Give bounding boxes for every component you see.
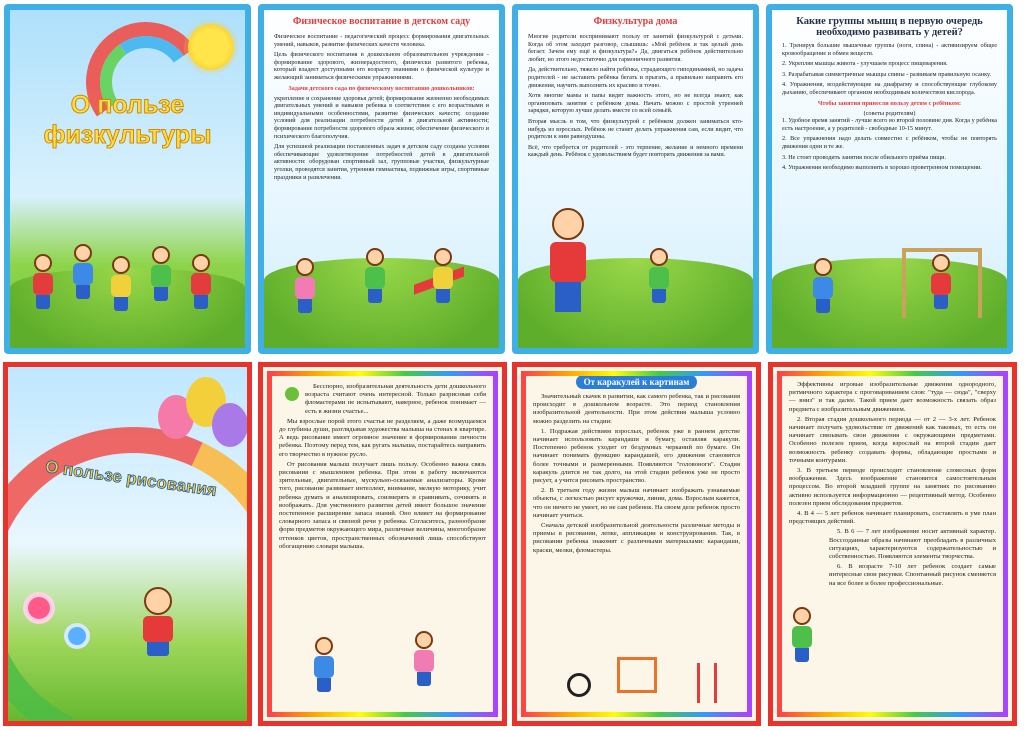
- paragraph: Вторая мысль в том, что физкультурой с ребёнком должен заниматься кто-нибудь из взрослых. Ребёнок не станет делать упражнения сам, если видит, что родители к ним равнодушны.: [528, 117, 743, 141]
- paragraph: Всё, что требуется от родителей - это терпение, желание и немного времени каждый день. Ребёнок с удовольствием будет повторять движения за вами.: [528, 143, 743, 159]
- brochure-panel-drawing-benefits: [258, 362, 507, 726]
- paragraph: Физическое воспитание - педагогический процесс формирования двигательных умений, навыков, развитие физических качеств человека.: [274, 33, 489, 48]
- children-painting-illustration: [263, 631, 502, 711]
- brochure-cover-drawing: [3, 362, 252, 726]
- balloons-illustration: [158, 377, 248, 477]
- paragraph: 2. В третьем году жизни малыш начинает изображать узнаваемые объекты, с легкостью рисует кружочки, линии, дома. Взрослым кажется, что он ничего не умеет, но не сам ребенок. На своем деле ребенок просто начинает учиться.: [533, 487, 740, 519]
- children-exercising-illustration: [10, 244, 245, 314]
- paragraph: Хотя многие мамы и папы видят важность этого, но не всегда знают, как организовать занятия с ребёнком дома. Начать можно с простой утренней зарядки, которую лучше делать вместе со всей семьёй.: [528, 92, 743, 115]
- paragraph: Мы взрослые порой этого счастья не разделяем, а даже возмущаемся до глубины души, разглядывая художества малыша на стенах в квартире. А ведь рисование имеет огромное значение в формировании личности ребенка. Поэтому перед тем, как ругать малыша, постарайтесь направить его творчество в нужное русло.: [279, 417, 486, 458]
- children-gym-illustration: [772, 248, 1007, 328]
- panel-heading: Физкультура дома: [593, 16, 678, 27]
- paragraph: 2. Все упражнения надо делать совместно с ребёнком, чтобы не повторять движения одни и те же.: [782, 135, 997, 150]
- paragraph: Цель физического воспитания в дошкольном образовательном учреждении - формирование здорового, жизнерадостного, физически развитого ребенка, который владеет доступными его возрасту знаниями о физической культуре и желающий заниматься физическими упражнениями.: [274, 51, 489, 81]
- panel-heading: Физическое воспитание в детском саду: [292, 16, 471, 27]
- paragraph: Бесспорно, изобразительная деятельность дети дошкольного возраста считают очень интересной. Только разрисовав себя фломастерами не испытывают, наверное, ребенок понимает — есть в жизни счастье...: [305, 383, 486, 415]
- children-playing-illustration: [264, 248, 499, 318]
- brochure-panel-home-exercise: [512, 4, 759, 354]
- paragraph: Сначала детской изобразительной деятельности различные методы и приемы в рисовании, лепке, аппликации и конструировании. Так, в рисовании ребенка знакомят с различными материалами: карандаши, краски, мелки, фломастеры.: [533, 522, 740, 554]
- brochure-panel-muscle-groups: [766, 4, 1013, 354]
- paragraph: Для успешной реализации поставленных задач в детском саду созданы условия обеспечивающие удовлетворение потребностей детей в двигательной активности: оборудован спортивный зал, групповые участки, физкультурные уголки, проводятся занятия, утренняя гимнастика, подвижные игры, спортивные праздники и развлечения.: [274, 143, 489, 181]
- panel-heading: Какие группы мышц в первую очередь необходимо развивать у детей?: [796, 16, 983, 38]
- sun-illustration: [188, 24, 234, 70]
- cover-title: О пользе физкультуры: [43, 91, 212, 149]
- brochure-cover-physical-culture: [4, 4, 251, 354]
- paragraph: 1. Удобное время занятий - лучше всего во второй половине дня. Когда у ребёнка есть настроение, а у родителей - свободные 10-15 минут.: [782, 117, 997, 132]
- subheading: Чтобы занятия принесли пользу детям с ребёнком:: [817, 99, 962, 107]
- paragraph: 3. В третьем периоде происходит становление словесных форм воображения. Здесь воображение становится самостоятельным процессом. Во второй младшей группе на занятиях по рисованию активно используется информационно — рецептивный метод. Особенно полезен прием обследования предметов.: [789, 467, 996, 507]
- child-drawing-illustration: [138, 587, 178, 657]
- paragraph: 4. В 4 — 5 лет ребенок начинает планировать, составлять в уме план предстоящих действий.: [789, 510, 996, 526]
- paragraph: 3. Разрабатывая симметричные мышцы спины - развиваем правильную осанку.: [782, 70, 992, 78]
- paragraph: Да, действительно, тяжело найти ребёнка, страдающего гиподинамией, но задача родителей - не заставить ребёнка бегать и прыгать, а правильно направить его движения, научить выполнять их красиво и точно.: [528, 66, 743, 89]
- paragraph: От рисования малыш получает лишь пользу. Особенно важна связь рисования с мышлением ребенка. При этом в работу включаются зрительные, двигательные, мускульно-осязаемые анализаторы. Кроме того, рисование развивает интеллект, внимание, мелкую моторику, учит ребенка думать и анализировать, соизмерять и сравнивать, сочинять и воображать. Для умственного развития детей имеет большое значение постепенное расширение запаса знаний. Оно влияет на формирование словарного запаса и связной речи у ребенка. Согласитесь, разнообразие форм предметов окружающего мира, различные величины, многообразие оттенков цветов, пространственных обозначений лишь способствуют обогащению словаря малыша.: [279, 460, 486, 550]
- paragraph: 4. Упражнения, воздействующие на диафрагму и способствующие глубокому дыханию, обеспечивают организм необходимым количеством кислорода.: [782, 81, 997, 96]
- subheading-note: (советы родителям): [863, 109, 916, 117]
- paragraph: 1. Тренируя большие мышечные группы (ноги, спина) - активизируем общее кровообращение и обмен веществ.: [782, 42, 997, 57]
- paragraph: укрепление и сохранение здоровья детей; формирование жизненно необходимых двигательных умений и навыков ребенка в соответствии с его возрастными и индивидуальными особенностями, развитие физических качеств; создание условий для реализации потребности детей в двигательной активности; формирование потребности здорового образа жизни; обеспечение физического и психического благополучия.: [274, 94, 489, 140]
- paragraph: 6. В возрасте 7-10 лет ребенок создает самые интересные свои рисунки. Спонтанный рисунок сменяется на все более и более профессиональные.: [829, 563, 996, 587]
- paragraph: Многие родители воспринимают пользу от занятий физкультурой с детьми. Когда об этом заходит разговор, слышишь: «Мой ребёнок и так целый день бегает. Зачем ему ещё и физкультура?» Да, двигаться ребёнок действительно любит, но этого недостаточно для гармоничного развития.: [528, 33, 743, 63]
- brochure-panel-scribbles: [512, 362, 761, 726]
- brochure-panel-drawing-stages: [768, 362, 1017, 726]
- paragraph: Эффективны игровые изобразительные движения однородного, ритмичного характера с проговариванием слов: "туда — сюда", "сверху — вниз" и так далее. Такой прием дает возможность связать образ предмета с изобразительным движением.: [789, 381, 996, 413]
- paragraph: 2. Вторая стадия дошкольного периода — от 2 — 3-х лет. Ребенок начинает получать удовольствие от движений как таковых, то есть он начинает связывать свои движения с окружающими предметами. Особенно полезен прием, когда взрослый на второй стадии дает возможность ребенку создавать формы, обладающие простыми и точными контурами.: [789, 415, 996, 464]
- paragraph: 1. Подражая действиям взрослых, ребенок уже в раннем детстве начинает использовать карандаши и бумагу, оставляя каракули. Постепенно ребенок уходит от бездумных черканий по бумаге. Он начинает понимать функцию карандашей, его движения становятся более точными и размеренными. Появляются "головоноги". Стадия каракуль длится не так долго, на этой стадии ребенок уже не просто рисует, а учится рисовать пространство.: [533, 427, 740, 485]
- paragraph: 5. В 6 — 7 лет изображение носит активный характер. Воссозданные образы начинают преобладать в различных ситуациях, характеризуются содержательностью и собственностью. Появляются элементы творчества.: [829, 528, 996, 561]
- brochure-panel-kindergarten: [258, 4, 505, 354]
- paragraph: 4. Упражнения необходимо выполнять в хорошо проветренном помещении.: [782, 164, 982, 172]
- flower-decoration: [68, 627, 86, 645]
- paragraph: 2. Укрепляя мышцы живота - улучшаем процесс пищеварения.: [782, 60, 948, 68]
- paragraph: 3. Не стоит проводить занятия после обильного приёма пищи.: [782, 153, 947, 161]
- child-reading-illustration: [791, 607, 813, 663]
- panel-heading: От каракулей к картинам: [576, 375, 698, 389]
- subheading: Задачи детского сада по физическому воспитанию дошкольников:: [288, 84, 475, 92]
- pencil-icon: [285, 387, 299, 401]
- paragraph: Значительный скачек в развитии, как самого ребенка, так и рисования происходит в дошкольном возрасте. Это период становления изобразительной деятельности. При этом действия малыша условно можно разделить на стадии:: [533, 393, 740, 425]
- father-son-exercise-illustration: [518, 208, 753, 328]
- cover-title: О пользе рисования: [44, 457, 218, 500]
- flower-decoration: [28, 597, 50, 619]
- childlike-drawings-illustration: [517, 653, 756, 713]
